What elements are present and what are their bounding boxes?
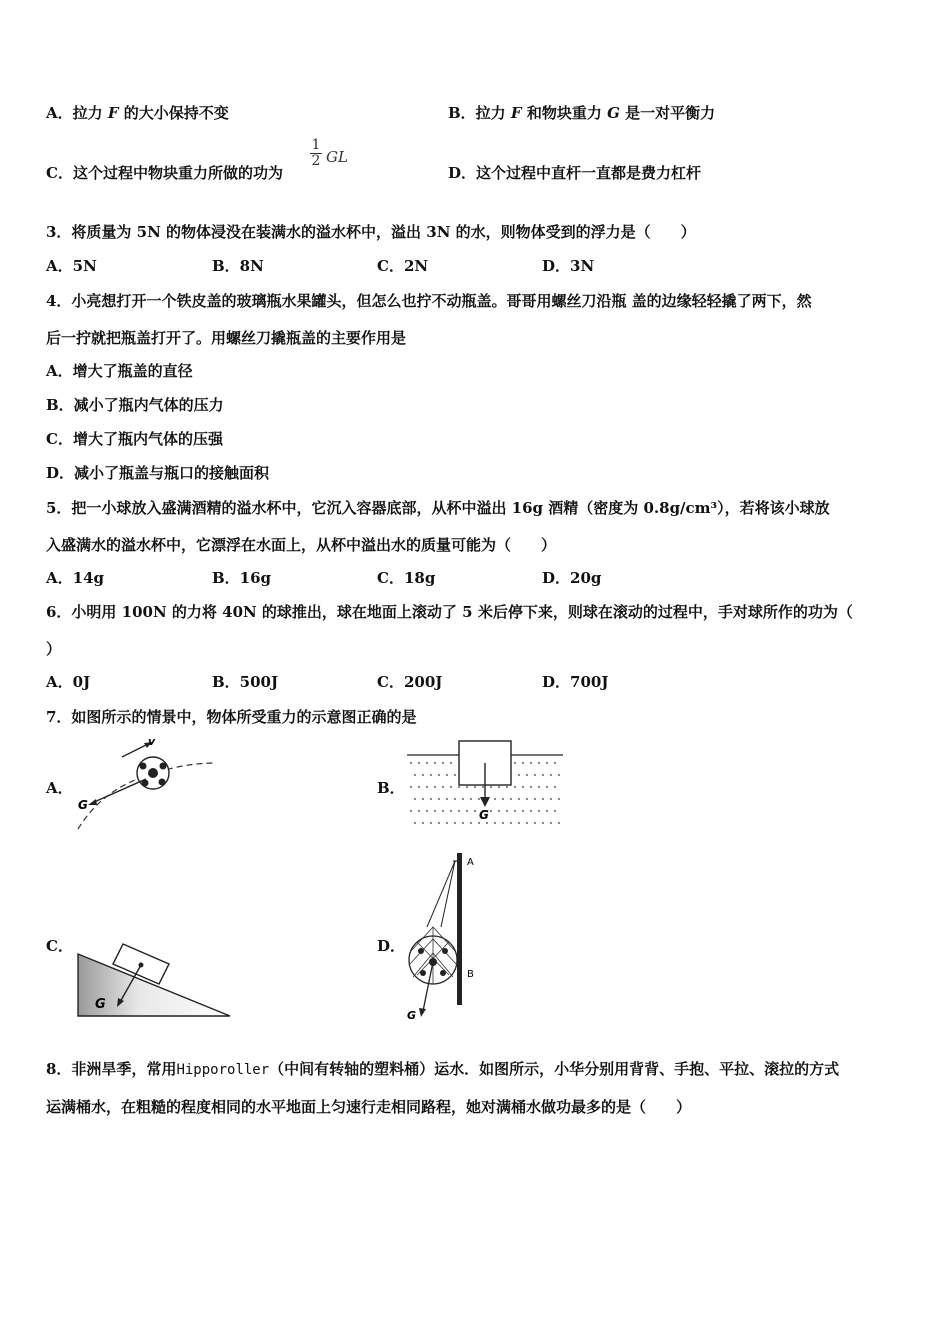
q8-stem-line2: 运满桶水，在粗糙的程度相同的水平地面上匀速行走相同路程，她对满桶水做功最多的是（ ） — [46, 1098, 692, 1116]
q6-option-c: C．200J — [377, 673, 443, 691]
gravity-label: G — [78, 798, 88, 812]
water-dot — [490, 810, 492, 812]
q5-option-d: D．20g — [542, 569, 602, 587]
q2-option-a — [46, 102, 229, 123]
water-dot — [522, 810, 524, 812]
water-dot — [466, 810, 468, 812]
water-dot — [414, 774, 416, 776]
q6-stem-line2: ） — [46, 640, 62, 658]
water-dot — [530, 810, 532, 812]
water-dot — [426, 786, 428, 788]
water-dot — [450, 786, 452, 788]
water-dot — [474, 786, 476, 788]
water-dot — [542, 798, 544, 800]
water-dot — [498, 810, 500, 812]
water-dot — [426, 762, 428, 764]
q2-option-c-expr: GL — [326, 148, 348, 166]
q2-option-d: D．这个过程中直杆一直都是费力杠杆 — [448, 164, 702, 182]
water-dot — [410, 786, 412, 788]
q4-stem-line1: 4．小亮想打开一个铁皮盖的玻璃瓶水果罐头，但怎么也拧不动瓶盖。哥哥用螺丝刀沿瓶 盖的边缘轻轻撬了两下，然 — [46, 292, 812, 310]
water-dot — [494, 822, 496, 824]
q7-label-b: B． — [377, 779, 405, 797]
water-dot — [450, 762, 452, 764]
q5-stem-line1: 5．把一小球放入盛满酒精的溢水杯中，它沉入容器底部，从杯中溢出 16g 酒精（密度为 0.8g/cm³），若将该小球放 — [46, 499, 830, 517]
water-dot — [522, 762, 524, 764]
water-dot — [522, 786, 524, 788]
ball-patch — [420, 970, 426, 976]
water-dot — [506, 810, 508, 812]
q3-option-a: A．5N — [46, 257, 97, 275]
q2-option-c — [46, 162, 283, 183]
gravity-arrow — [92, 779, 146, 803]
water-dot — [474, 810, 476, 812]
q3-option-d: D．3N — [542, 257, 595, 275]
q8-stem-hipporoller: Hipporoller — [176, 1062, 270, 1078]
water-dot — [498, 786, 500, 788]
water-dot — [418, 810, 420, 812]
q4-option-c: C．增大了瓶内气体的压强 — [46, 430, 223, 448]
q7-label-d: D． — [377, 937, 406, 955]
q8-stem-pre: 8．非洲旱季，常用 — [46, 1060, 177, 1078]
water-dot — [526, 774, 528, 776]
water-dot — [462, 798, 464, 800]
water-dot — [542, 774, 544, 776]
ball-patch — [440, 970, 446, 976]
q6-option-d: D．700J — [542, 673, 609, 691]
gravity-label: G — [479, 808, 489, 822]
water-dot — [494, 798, 496, 800]
point-a-label: A — [467, 857, 474, 868]
q3-stem: 3．将质量为 5N 的物体浸没在装满水的溢水杯中，溢出 3N 的水，则物体受到的浮力是（ ） — [46, 223, 696, 241]
fraction-numerator: 1 — [311, 137, 321, 153]
q2-option-b-mid: 和物块重力 — [526, 104, 602, 122]
water-dot — [434, 810, 436, 812]
water-dot — [434, 786, 436, 788]
gravity-arrowhead — [419, 1008, 426, 1017]
water-dot — [550, 822, 552, 824]
water-dot — [470, 822, 472, 824]
water-dot — [486, 822, 488, 824]
point-b-label: B — [467, 969, 474, 980]
q2-option-b-var1: F — [510, 104, 522, 122]
q2-option-c-fraction — [310, 138, 322, 169]
q2-option-a-var: F — [107, 104, 119, 122]
gravity-label: G — [407, 1009, 417, 1022]
water-dot — [462, 822, 464, 824]
water-dot — [466, 786, 468, 788]
water-dot — [514, 762, 516, 764]
water-dot — [422, 774, 424, 776]
water-dot — [454, 774, 456, 776]
q7-label-c: C． — [46, 937, 73, 955]
q7-label-a: A． — [46, 779, 73, 797]
water-dot — [542, 822, 544, 824]
water-dot — [442, 786, 444, 788]
water-dot — [454, 798, 456, 800]
q8-stem-line1 — [46, 1058, 839, 1079]
q6-option-b: B．500J — [212, 673, 279, 691]
water-dot — [430, 822, 432, 824]
net-rope — [441, 861, 455, 927]
q2-option-c-text: C．这个过程中物块重力所做的功为 — [46, 164, 283, 182]
q5-stem-line2: 入盛满水的溢水杯中，它漂浮在水面上，从杯中溢出水的质量可能为（ ） — [46, 536, 557, 554]
gravity-arrowhead — [88, 799, 97, 805]
wall-pole — [457, 853, 462, 1005]
water-dot — [446, 774, 448, 776]
water-dot — [438, 798, 440, 800]
water-dot — [546, 786, 548, 788]
q7-stem: 7．如图所示的情景中，物体所受重力的示意图正确的是 — [46, 708, 417, 726]
ball-patch — [418, 948, 424, 954]
ball-patch — [140, 763, 147, 770]
q5-option-c: C．18g — [377, 569, 436, 587]
water-dot — [518, 798, 520, 800]
water-dot — [514, 810, 516, 812]
water-dot — [446, 798, 448, 800]
water-dot — [410, 810, 412, 812]
water-dot — [434, 762, 436, 764]
ball-patch — [159, 779, 166, 786]
water-dot — [538, 762, 540, 764]
water-dot — [478, 822, 480, 824]
water-dot — [530, 762, 532, 764]
water-dot — [526, 798, 528, 800]
water-dot — [530, 786, 532, 788]
gravity-label: G — [95, 997, 106, 1012]
velocity-label: v — [148, 735, 156, 748]
water-dot — [470, 798, 472, 800]
ball-patch — [442, 948, 448, 954]
q2-option-b-text: B．拉力 — [448, 104, 506, 122]
water-dot — [422, 822, 424, 824]
ball-patch — [160, 763, 167, 770]
q7-figure-a — [70, 733, 220, 833]
q2-option-a-text: A．拉力 — [46, 104, 103, 122]
water-dot — [534, 822, 536, 824]
water-dot — [430, 774, 432, 776]
water-dot — [418, 762, 420, 764]
water-dot — [418, 786, 420, 788]
q6-stem-line1: 6．小明用 100N 的力将 40N 的球推出，球在地面上滚动了 5 米后停下来，则球在滚动的过程中，手对球所作的功为（ — [46, 603, 853, 621]
water-dot — [502, 822, 504, 824]
water-dot — [446, 822, 448, 824]
q6-option-a: A．0J — [46, 673, 91, 691]
water-dot — [414, 822, 416, 824]
net-rope — [427, 861, 455, 927]
q2-option-b-rest: 是一对平衡力 — [625, 104, 716, 122]
fraction-denominator: 2 — [311, 153, 321, 169]
water-dot — [438, 774, 440, 776]
water-dot — [558, 774, 560, 776]
q3-option-b: B．8N — [212, 257, 264, 275]
water-dot — [458, 786, 460, 788]
water-dot — [534, 774, 536, 776]
q4-option-b: B．减小了瓶内气体的压力 — [46, 396, 224, 414]
water-dot — [422, 798, 424, 800]
water-dot — [546, 762, 548, 764]
water-dot — [558, 798, 560, 800]
water-dot — [538, 786, 540, 788]
q4-stem-line2: 后一拧就把瓶盖打开了。用螺丝刀撬瓶盖的主要作用是 — [46, 329, 407, 347]
water-dot — [554, 786, 556, 788]
water-dot — [426, 810, 428, 812]
q8-stem-post: （中间有转轴的塑料桶）运水．如图所示，小华分别用背背、手抱、平拉、滚拉的方式 — [269, 1060, 840, 1078]
gravity-arrowhead — [480, 797, 490, 807]
q7-figure-d — [403, 845, 493, 1025]
ball-center-patch — [148, 768, 158, 778]
water-dot — [410, 762, 412, 764]
q3-option-c: C．2N — [377, 257, 429, 275]
water-dot — [546, 810, 548, 812]
q4-option-d: D．减小了瓶盖与瓶口的接触面积 — [46, 464, 270, 482]
q5-option-b: B．16g — [212, 569, 272, 587]
water-dot — [534, 798, 536, 800]
water-dot — [518, 774, 520, 776]
water-dot — [438, 822, 440, 824]
water-dot — [526, 822, 528, 824]
water-dot — [442, 810, 444, 812]
water-dot — [458, 810, 460, 812]
water-dot — [538, 810, 540, 812]
water-dot — [558, 822, 560, 824]
water-dot — [518, 822, 520, 824]
q2-option-b — [448, 102, 715, 123]
water-dot — [554, 762, 556, 764]
q4-option-a: A．增大了瓶盖的直径 — [46, 362, 193, 380]
water-dot — [454, 822, 456, 824]
water-dot — [430, 798, 432, 800]
q2-option-b-var2: G — [607, 104, 620, 122]
q7-figure-c — [75, 938, 235, 1020]
water-dot — [510, 822, 512, 824]
water-dot — [506, 786, 508, 788]
water-dot — [478, 798, 480, 800]
q2-option-a-rest: 的大小保持不变 — [123, 104, 229, 122]
water-dot — [450, 810, 452, 812]
water-dot — [550, 774, 552, 776]
water-dot — [514, 786, 516, 788]
q5-option-a: A．14g — [46, 569, 105, 587]
water-dot — [482, 786, 484, 788]
water-dot — [554, 810, 556, 812]
water-dot — [490, 786, 492, 788]
water-dot — [550, 798, 552, 800]
water-dot — [442, 762, 444, 764]
q7-figure-b — [405, 737, 565, 832]
water-dot — [414, 798, 416, 800]
water-dot — [502, 798, 504, 800]
water-dot — [510, 798, 512, 800]
